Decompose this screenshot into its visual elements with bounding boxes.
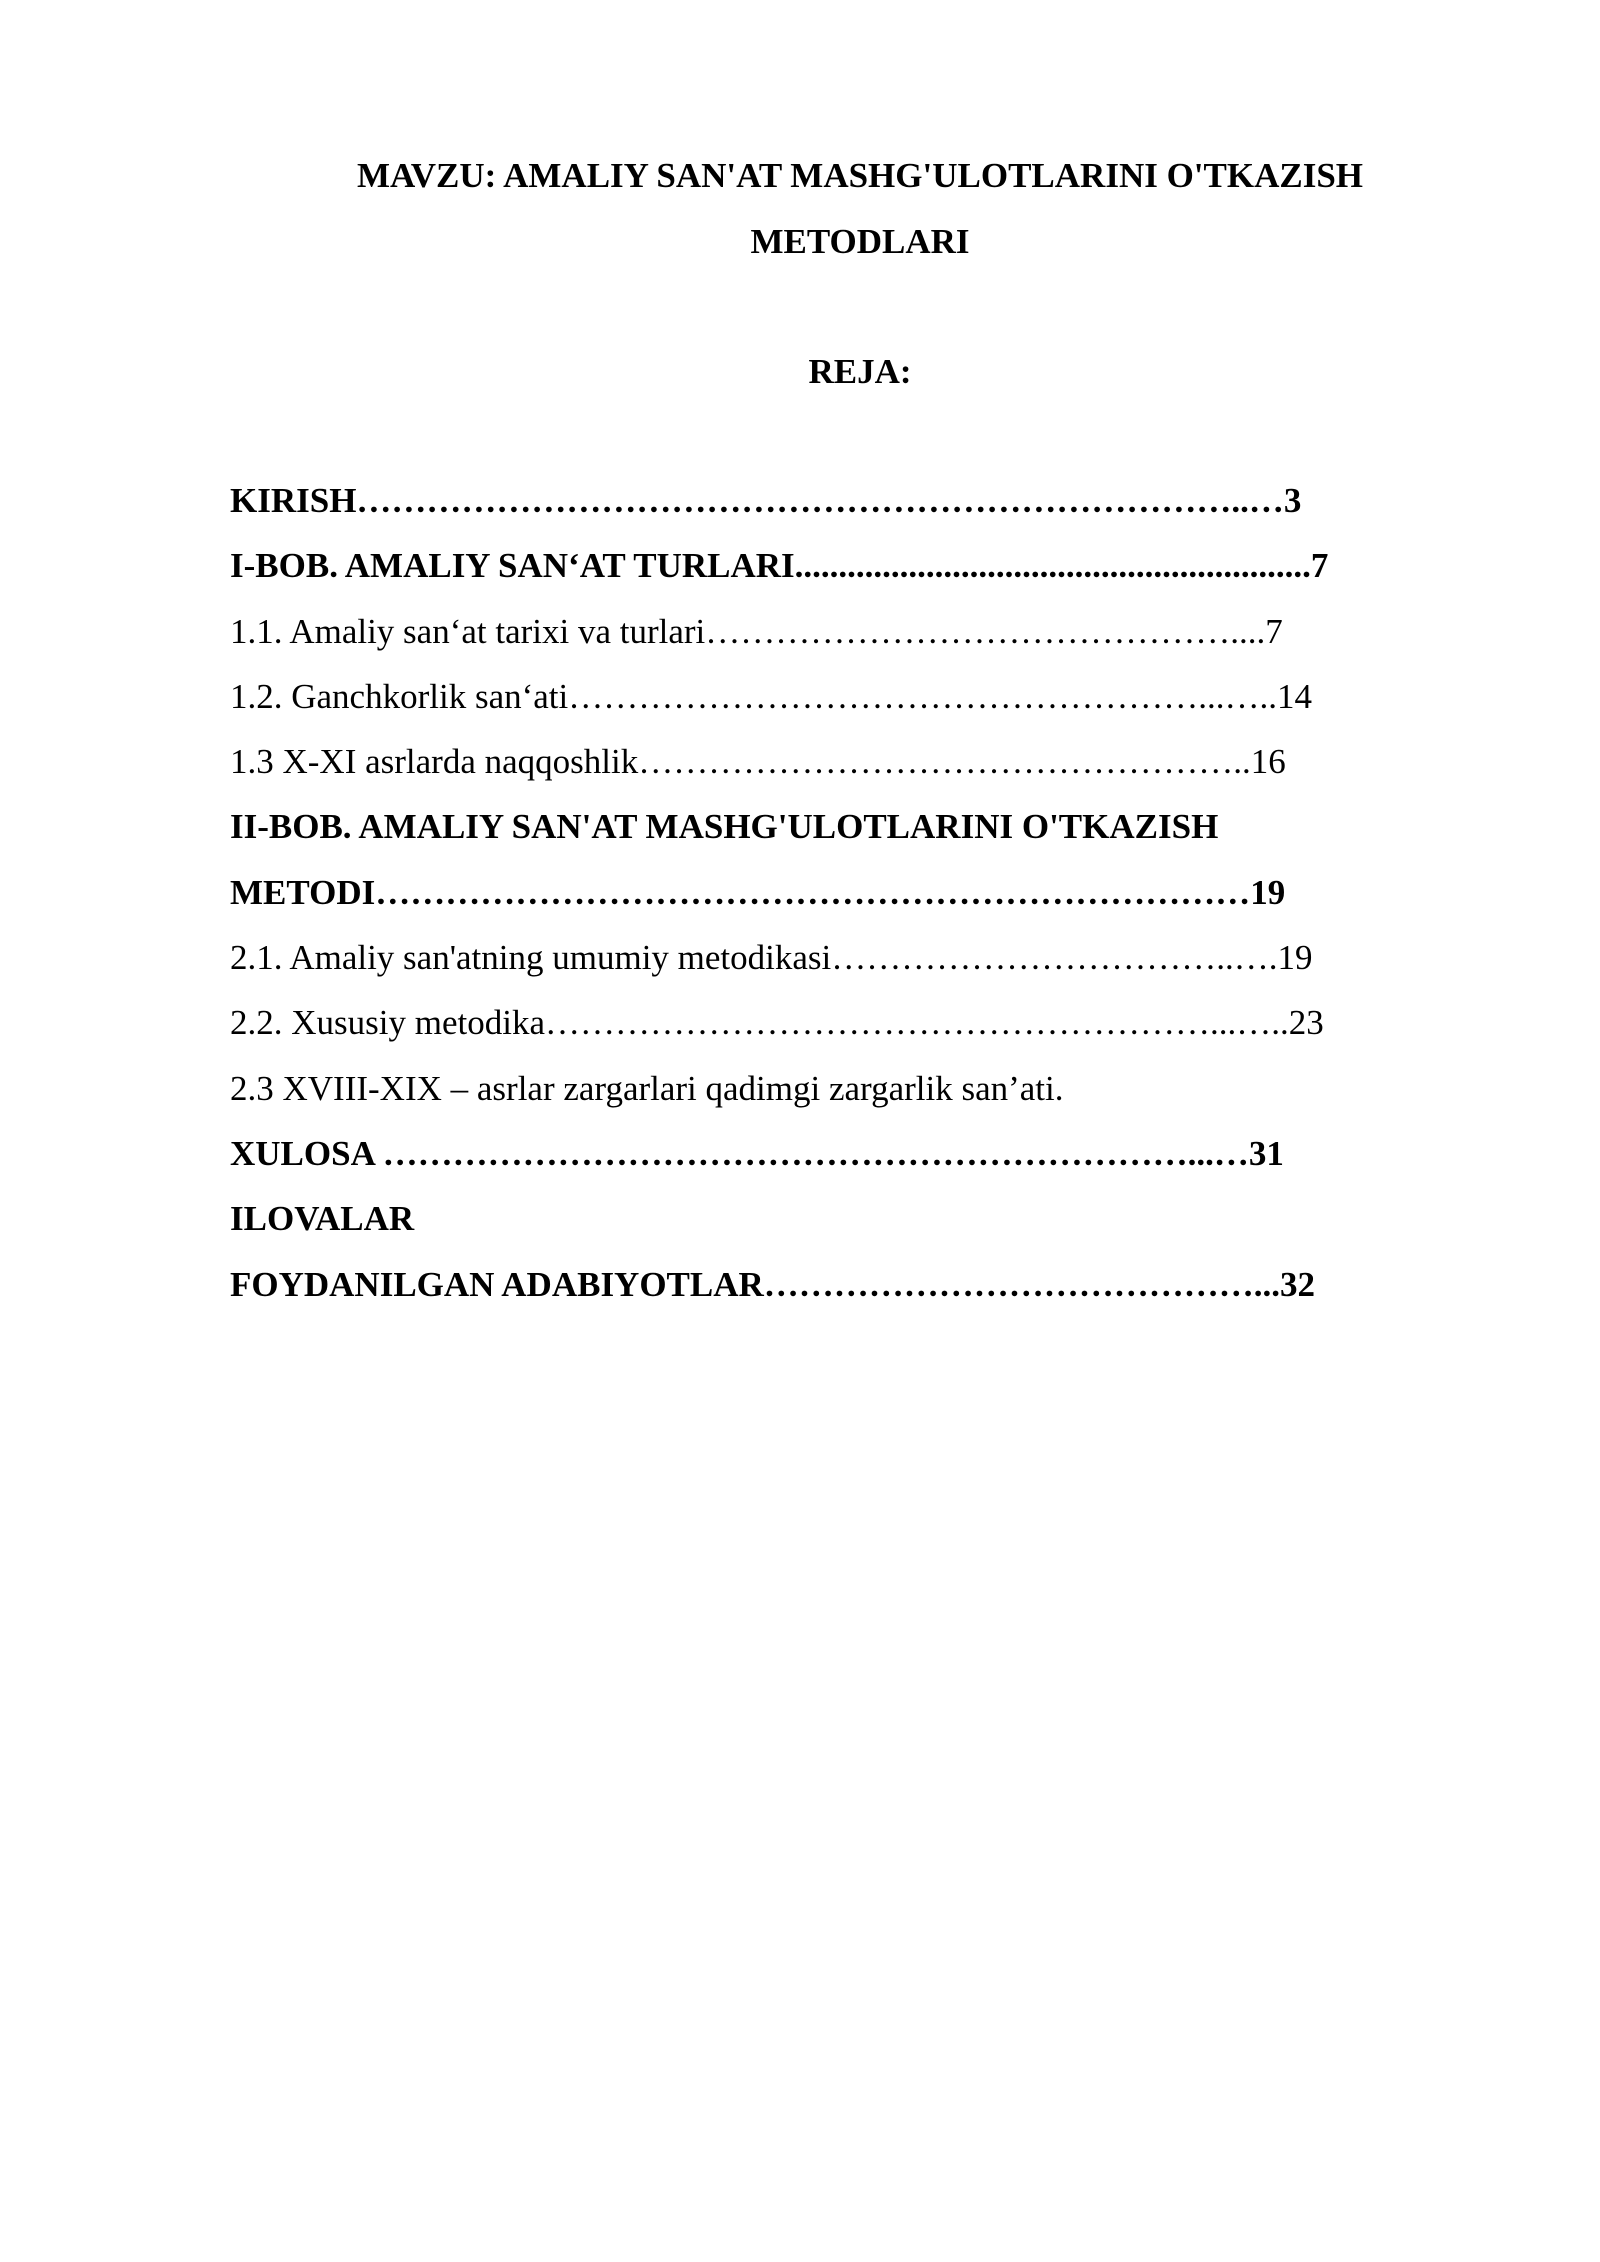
toc-entry-chapter-2-line-1: II-BOB. AMALIY SAN'AT MASHG'ULOTLARINI O'TKAZISH xyxy=(230,807,1219,847)
toc-entry-chapter-1: I-BOB. AMALIY SAN‘AT TURLARI...........................................................7 xyxy=(230,546,1329,586)
plan-heading: REJA: xyxy=(808,352,912,391)
toc-entry-1-1: 1.1. Amaliy san‘at tarixi va turlari………………………………………....7 xyxy=(230,611,1283,651)
toc-entry-xulosa: XULOSA ……………………………………………………………...…31 xyxy=(230,1133,1284,1173)
document-title-line-1: MAVZU: AMALIY SAN'AT MASHG'ULOTLARINI O'TKAZISH xyxy=(356,156,1364,195)
document-title-line-2: METODLARI xyxy=(750,222,970,261)
toc-entry-kirish: KIRISH…………………………………………………………………..…3 xyxy=(230,481,1302,520)
toc-entry-2-3: 2.3 XVIII-XIX – asrlar zargarlari qadimgi zargarlik san’ati. xyxy=(230,1068,1064,1108)
toc-entry-chapter-2-line-2: METODI…………………………………………………………………19 xyxy=(230,872,1286,912)
toc-entry-1-2: 1.2. Ganchkorlik san‘ati………………………………………………...…..14 xyxy=(230,676,1312,716)
toc-entry-2-2: 2.2. Xususiy metodika…………………………………………………...…..23 xyxy=(230,1003,1324,1043)
toc-entry-1-3: 1.3 X-XI asrlarda naqqoshlik……………………………………………..16 xyxy=(230,742,1286,782)
toc-entry-ilovalar: ILOVALAR xyxy=(230,1199,415,1239)
table-of-contents xyxy=(230,468,1530,1317)
toc-entry-adabiyotlar: FOYDANILGAN ADABIYOTLAR……………………………………...32 xyxy=(230,1264,1316,1304)
toc-entry-2-1: 2.1. Amaliy san'atning umumiy metodikasi……………………………..….19 xyxy=(230,938,1313,978)
